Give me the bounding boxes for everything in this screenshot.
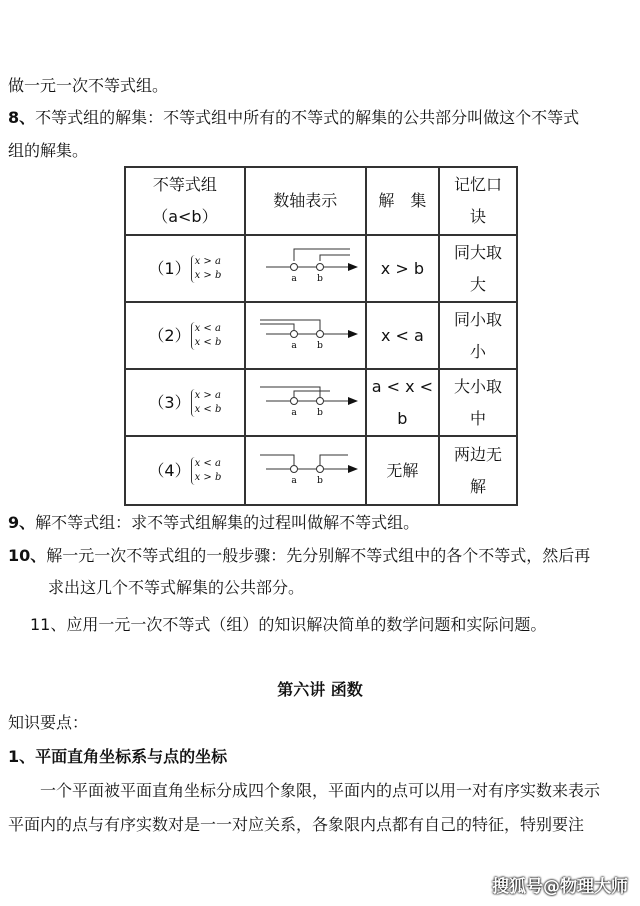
- point-a: [291, 398, 298, 405]
- point-b: [317, 466, 324, 473]
- item-number: 10、: [8, 546, 47, 565]
- number-line-diagram: [250, 241, 360, 285]
- table-header-row: [125, 167, 517, 235]
- label-b: b: [317, 476, 324, 486]
- inequality-system: [191, 255, 222, 283]
- inequality-system: [191, 457, 222, 485]
- number-line-cell: [245, 302, 366, 369]
- row-label: （1）: [148, 258, 191, 278]
- system-cell: [125, 302, 245, 369]
- inequality: x > a: [194, 390, 221, 401]
- inequality: x < b: [194, 337, 222, 348]
- table-row: [125, 235, 517, 302]
- item-text: 解不等式组：求不等式组解集的过程叫做解不等式组。: [35, 513, 420, 532]
- number-line-diagram: [250, 443, 360, 487]
- inequality-system: [191, 389, 222, 417]
- inequality-table: [124, 166, 518, 506]
- point-a: [291, 331, 298, 338]
- item-number: 8、: [8, 108, 36, 127]
- number-line-cell: [245, 235, 366, 302]
- text-line: 知识要点：: [8, 713, 89, 732]
- text-line: 求出这几个不等式解集的公共部分。: [48, 578, 305, 597]
- solution-cell: 无解: [366, 436, 439, 505]
- number-line-diagram: [250, 375, 360, 419]
- table-row: [125, 302, 517, 369]
- inequality-system: [191, 322, 222, 350]
- item-10: [8, 546, 590, 566]
- arrow-icon: [348, 263, 358, 271]
- system-cell: [125, 436, 245, 505]
- solution-cell: a < x < b: [366, 369, 439, 436]
- item-11: 11、应用一元一次不等式（组）的知识解决简单的数学问题和实际问题。: [30, 615, 547, 634]
- point-b: [317, 398, 324, 405]
- table-row: [125, 369, 517, 436]
- arrow-icon: [348, 330, 358, 338]
- mnemonic-cell: 同大取大: [439, 235, 517, 302]
- number-line-cell: [245, 369, 366, 436]
- item-text: 不等式组的解集：不等式组中所有的不等式的解集的公共部分叫做这个不等式: [35, 108, 580, 127]
- mnemonic-cell: 同小取小: [439, 302, 517, 369]
- item-9: [8, 513, 419, 533]
- point-b: [317, 331, 324, 338]
- inequality: x > b: [194, 472, 222, 483]
- label-a: a: [291, 408, 297, 418]
- label-a: a: [291, 476, 297, 486]
- label-b: b: [317, 274, 324, 284]
- number-line-cell: [245, 436, 366, 505]
- row-label: （4）: [148, 460, 191, 480]
- number-line-diagram: [250, 308, 360, 352]
- solution-cell: x > b: [366, 235, 439, 302]
- solution-cell: x < a: [366, 302, 439, 369]
- header-cell: 数轴表示: [245, 167, 366, 235]
- table-row: [125, 436, 517, 505]
- text-line: 做一元一次不等式组。: [8, 76, 169, 95]
- item-8: [8, 108, 579, 128]
- header-cell: 记忆口诀: [439, 167, 517, 235]
- label-a: a: [291, 341, 297, 351]
- arrow-icon: [348, 465, 358, 473]
- text-line: 组的解集。: [8, 141, 89, 160]
- inequality: x > a: [194, 256, 221, 267]
- mnemonic-cell: 两边无解: [439, 436, 517, 505]
- system-cell: [125, 369, 245, 436]
- point-a: [291, 466, 298, 473]
- system-cell: [125, 235, 245, 302]
- row-label: （2）: [148, 325, 191, 345]
- label-b: b: [317, 408, 324, 418]
- point-a: [291, 264, 298, 271]
- inequality: x > b: [194, 270, 222, 281]
- paragraph-line: 平面内的点与有序实数对是一一对应关系，各象限内点都有自己的特征，特别要注: [8, 815, 585, 834]
- paragraph-line: 一个平面被平面直角坐标分成四个象限，平面内的点可以用一对有序实数来表示: [40, 781, 601, 800]
- inequality: x < a: [194, 323, 221, 334]
- label-b: b: [317, 341, 324, 351]
- inequality: x < b: [194, 404, 222, 415]
- header-cell: 不等式组（a<b）: [125, 167, 245, 235]
- item-number: 9、: [8, 513, 36, 532]
- mnemonic-cell: 大小取中: [439, 369, 517, 436]
- point-b: [317, 264, 324, 271]
- row-label: （3）: [148, 392, 191, 412]
- item-text: 解一元一次不等式组的一般步骤：先分别解不等式组中的各个不等式，然后再: [46, 546, 591, 565]
- section-heading: 1、平面直角坐标系与点的坐标: [8, 747, 228, 766]
- lecture-heading: 第六讲 函数: [277, 680, 363, 699]
- label-a: a: [291, 274, 297, 284]
- arrow-icon: [348, 397, 358, 405]
- header-cell: 解 集: [366, 167, 439, 235]
- watermark: 搜狐号@物理大师: [492, 877, 628, 897]
- inequality: x < a: [194, 458, 221, 469]
